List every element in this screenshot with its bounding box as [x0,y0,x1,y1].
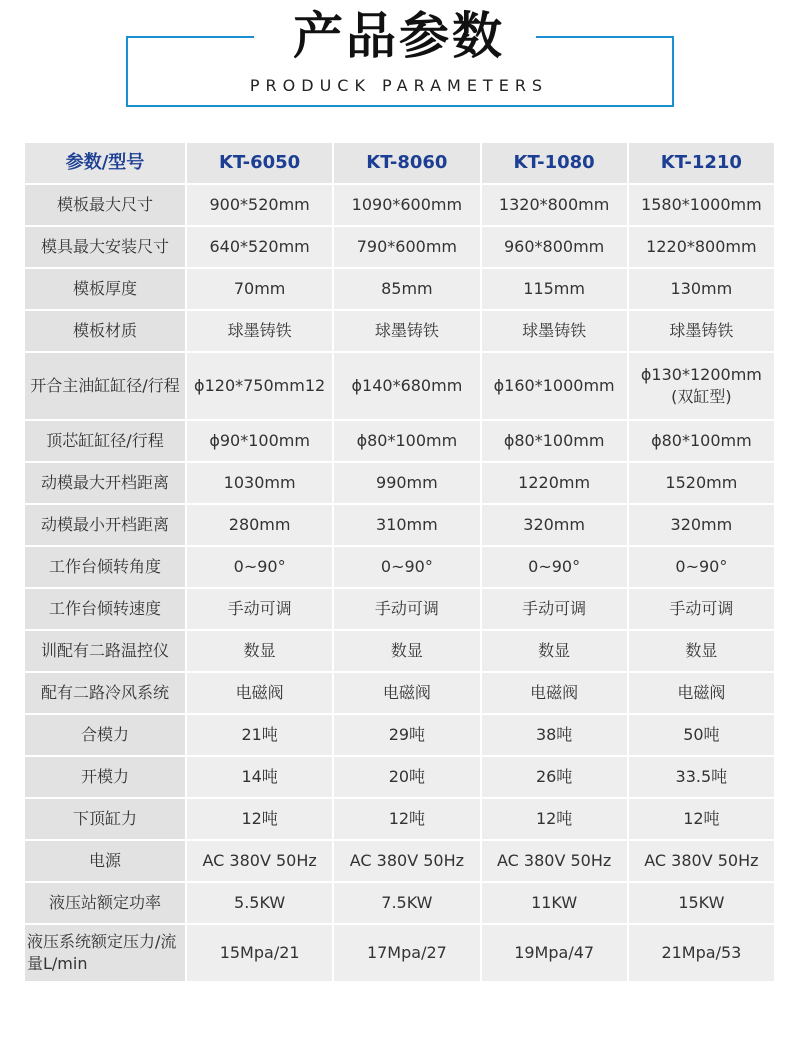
value-cell: 960*800mm [482,227,627,267]
value-cell: ϕ80*100mm [629,421,774,461]
param-label-cell: 开模力 [25,757,185,797]
param-label-cell: 开合主油缸缸径/行程 [25,353,185,419]
value-cell: 115mm [482,269,627,309]
value-cell: 7.5KW [334,883,479,923]
value-cell: 手动可调 [482,589,627,629]
value-cell: 电磁阀 [334,673,479,713]
value-cell: 12吨 [629,799,774,839]
value-cell: 1320*800mm [482,185,627,225]
param-label-cell: 配有二路冷风系统 [25,673,185,713]
value-cell: 手动可调 [334,589,479,629]
value-cell: 70mm [187,269,332,309]
value-cell: 19Mpa/47 [482,925,627,981]
param-label-cell: 液压站额定功率 [25,883,185,923]
param-label-cell: 动模最大开档距离 [25,463,185,503]
param-label-cell: 下顶缸力 [25,799,185,839]
value-cell: 1030mm [187,463,332,503]
value-cell: 50吨 [629,715,774,755]
table-row [25,269,774,309]
value-cell: 320mm [482,505,627,545]
value-cell: 85mm [334,269,479,309]
param-label-cell: 模板最大尺寸 [25,185,185,225]
param-label-cell: 顶芯缸缸径/行程 [25,421,185,461]
param-label-cell: 合模力 [25,715,185,755]
value-cell: 1090*600mm [334,185,479,225]
table-row [25,757,774,797]
value-cell: 790*600mm [334,227,479,267]
value-cell: 数显 [629,631,774,671]
value-cell: 14吨 [187,757,332,797]
header-cell-model: KT-6050 [187,143,332,183]
param-label-cell: 工作台倾转速度 [25,589,185,629]
value-cell: ϕ160*1000mm [482,353,627,419]
value-cell: 20吨 [334,757,479,797]
value-cell: 280mm [187,505,332,545]
value-cell: 310mm [334,505,479,545]
value-cell: 12吨 [334,799,479,839]
value-cell: ϕ140*680mm [334,353,479,419]
value-cell: ϕ80*100mm [482,421,627,461]
value-cell: 球墨铸铁 [334,311,479,351]
value-cell: AC 380V 50Hz [187,841,332,881]
table-row [25,925,774,981]
table-row [25,311,774,351]
value-cell: 640*520mm [187,227,332,267]
value-cell: 1520mm [629,463,774,503]
param-label-cell: 液压系统额定压力/流量L/min [25,925,185,981]
value-cell: AC 380V 50Hz [482,841,627,881]
value-cell: AC 380V 50Hz [629,841,774,881]
table-row [25,185,774,225]
param-label-cell: 动模最小开档距离 [25,505,185,545]
value-cell: ϕ130*1200mm (双缸型) [629,353,774,419]
value-cell: 电磁阀 [629,673,774,713]
table-row [25,227,774,267]
value-cell: 球墨铸铁 [187,311,332,351]
param-label-cell: 工作台倾转角度 [25,547,185,587]
page-subtitle: PRODUCK PARAMETERS [249,76,549,95]
value-cell: 12吨 [482,799,627,839]
table-row [25,841,774,881]
table-row [25,883,774,923]
table-row [25,505,774,545]
value-cell: 球墨铸铁 [629,311,774,351]
value-cell: 手动可调 [187,589,332,629]
param-label-cell: 训配有二路温控仪 [25,631,185,671]
table-row [25,715,774,755]
value-cell: 0~90° [629,547,774,587]
table-header-row [25,143,774,183]
value-cell: 21吨 [187,715,332,755]
value-cell: ϕ90*100mm [187,421,332,461]
table-row [25,673,774,713]
value-cell: 130mm [629,269,774,309]
value-cell: 29吨 [334,715,479,755]
value-cell: 1580*1000mm [629,185,774,225]
table-row [25,353,774,419]
value-cell: 17Mpa/27 [334,925,479,981]
table-row [25,799,774,839]
table-row [25,547,774,587]
value-cell: 电磁阀 [187,673,332,713]
value-cell: 数显 [334,631,479,671]
table-row [25,421,774,461]
value-cell: 数显 [482,631,627,671]
value-cell: 1220*800mm [629,227,774,267]
param-label-cell: 模具最大安装尺寸 [25,227,185,267]
value-cell: 990mm [334,463,479,503]
value-cell: 12吨 [187,799,332,839]
value-cell: 38吨 [482,715,627,755]
value-cell: 电磁阀 [482,673,627,713]
table-row [25,631,774,671]
value-cell: 0~90° [482,547,627,587]
value-cell: 手动可调 [629,589,774,629]
value-cell: AC 380V 50Hz [334,841,479,881]
param-label-cell: 模板厚度 [25,269,185,309]
parameters-table [23,141,776,983]
value-cell: 900*520mm [187,185,332,225]
value-cell: 21Mpa/53 [629,925,774,981]
value-cell: 球墨铸铁 [482,311,627,351]
value-cell: 15KW [629,883,774,923]
value-cell: 11KW [482,883,627,923]
value-cell: 0~90° [187,547,332,587]
value-cell: 5.5KW [187,883,332,923]
page-title: 产品参数 [293,7,505,65]
value-cell: 320mm [629,505,774,545]
value-cell: 1220mm [482,463,627,503]
header-cell-model: KT-1210 [629,143,774,183]
value-cell: 33.5吨 [629,757,774,797]
value-cell: 数显 [187,631,332,671]
param-label-cell: 模板材质 [25,311,185,351]
header-cell-model: KT-8060 [334,143,479,183]
value-cell: ϕ80*100mm [334,421,479,461]
header-cell-param: 参数/型号 [25,143,185,183]
value-cell: 0~90° [334,547,479,587]
value-cell: 26吨 [482,757,627,797]
table-row [25,463,774,503]
value-cell: 15Mpa/21 [187,925,332,981]
table-row [25,589,774,629]
header-cell-model: KT-1080 [482,143,627,183]
value-cell: ϕ120*750mm12 [187,353,332,419]
param-label-cell: 电源 [25,841,185,881]
